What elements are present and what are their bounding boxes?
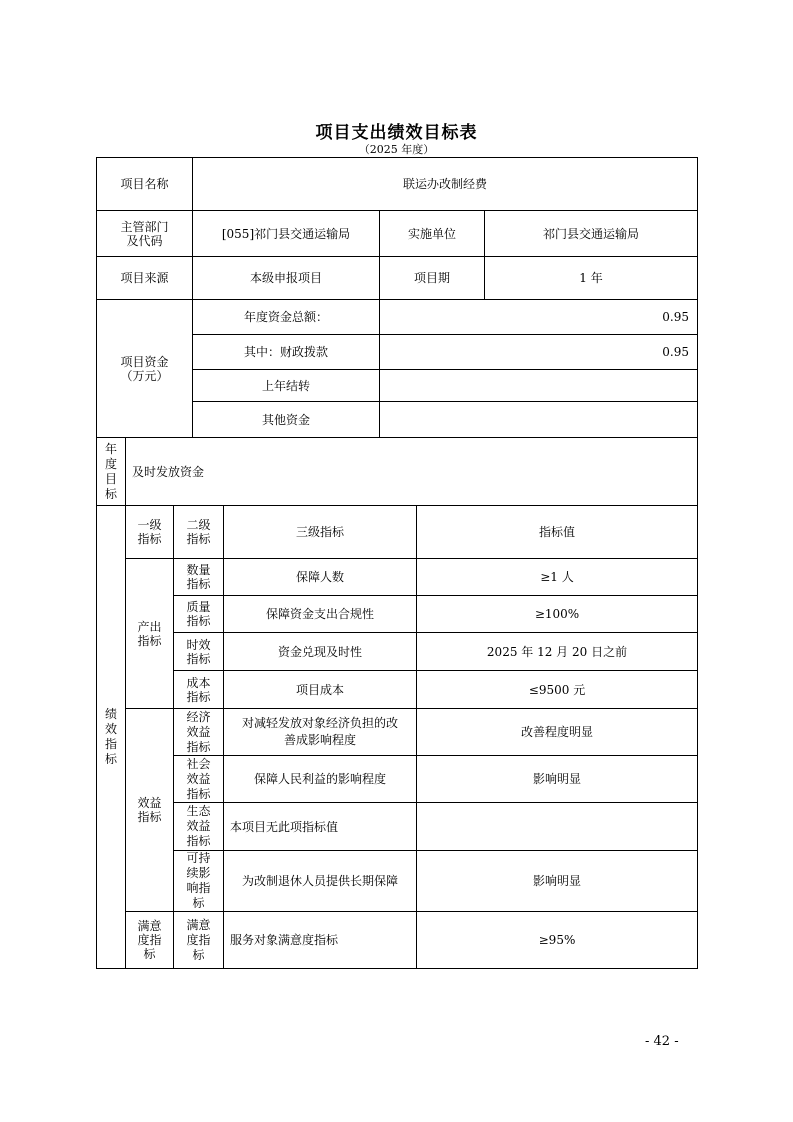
year-subtitle: （2025 年度） bbox=[358, 143, 435, 156]
col-level1-header: 一级 指标 bbox=[125, 505, 174, 559]
page-number: - 42 - bbox=[645, 1034, 679, 1049]
performance-indicators-label: 绩 效 指 标 bbox=[96, 505, 126, 969]
funds-other-value bbox=[379, 401, 698, 438]
indicator-value: ≥1 人 bbox=[416, 558, 698, 596]
indicator-value: ≥100% bbox=[416, 595, 698, 633]
funds-label: 项目资金 （万元） bbox=[96, 299, 193, 438]
indicator-level2: 满意 度指 标 bbox=[173, 911, 224, 969]
indicator-level3: 保障人民利益的影响程度 bbox=[223, 755, 417, 803]
indicator-level2: 时效 指标 bbox=[173, 632, 224, 671]
output-indicators-label: 产出 指标 bbox=[125, 558, 174, 709]
indicator-level2: 生态 效益 指标 bbox=[173, 802, 224, 851]
funds-carryover-value bbox=[379, 369, 698, 402]
funds-total-value: 0.95 bbox=[379, 299, 698, 335]
indicator-value bbox=[416, 802, 698, 851]
indicator-level3: 本项目无此项指标值 bbox=[223, 802, 417, 851]
source-label: 项目来源 bbox=[96, 256, 193, 300]
indicator-level2: 数量 指标 bbox=[173, 558, 224, 596]
indicator-value: 改善程度明显 bbox=[416, 708, 698, 756]
indicator-level2: 经济 效益 指标 bbox=[173, 708, 224, 756]
indicator-level2: 质量 指标 bbox=[173, 595, 224, 633]
impl-unit-label: 实施单位 bbox=[379, 210, 485, 257]
page-title: 项目支出绩效目标表 bbox=[315, 123, 478, 143]
indicator-level2: 成本 指标 bbox=[173, 670, 224, 709]
indicator-level3: 保障人数 bbox=[223, 558, 417, 596]
indicator-value: ≥95% bbox=[416, 911, 698, 969]
source-value: 本级申报项目 bbox=[192, 256, 380, 300]
indicator-level3: 服务对象满意度指标 bbox=[223, 911, 417, 969]
funds-total-label: 年度资金总额： bbox=[192, 299, 380, 335]
col-value-header: 指标值 bbox=[416, 505, 698, 559]
annual-goal-value: 及时发放资金 bbox=[125, 437, 698, 506]
dept-label: 主管部门 及代码 bbox=[96, 210, 193, 257]
funds-carryover-label: 上年结转 bbox=[192, 369, 380, 402]
benefit-indicators-label: 效益 指标 bbox=[125, 708, 174, 912]
indicator-level2: 可持 续影 响指 标 bbox=[173, 850, 224, 912]
indicator-level3: 保障资金支出合规性 bbox=[223, 595, 417, 633]
period-label: 项目期 bbox=[379, 256, 485, 300]
funds-fiscal-label: 其中：财政拨款 bbox=[192, 334, 380, 370]
indicator-level3: 为改制退休人员提供长期保障 bbox=[223, 850, 417, 912]
impl-unit-value: 祁门县交通运输局 bbox=[484, 210, 698, 257]
indicator-level3: 项目成本 bbox=[223, 670, 417, 709]
indicator-value: ≤9500 元 bbox=[416, 670, 698, 709]
indicator-value: 影响明显 bbox=[416, 755, 698, 803]
satisfaction-indicators-label: 满意 度指 标 bbox=[125, 911, 174, 969]
funds-other-label: 其他资金 bbox=[192, 401, 380, 438]
funds-fiscal-value: 0.95 bbox=[379, 334, 698, 370]
col-level2-header: 二级 指标 bbox=[173, 505, 224, 559]
indicator-value: 2025 年 12 月 20 日之前 bbox=[416, 632, 698, 671]
indicator-level2: 社会 效益 指标 bbox=[173, 755, 224, 803]
col-level3-header: 三级指标 bbox=[223, 505, 417, 559]
project-name-label: 项目名称 bbox=[96, 157, 193, 211]
project-name-value: 联运办改制经费 bbox=[192, 157, 698, 211]
annual-goal-label: 年 度 目 标 bbox=[96, 437, 126, 506]
indicator-level3: 资金兑现及时性 bbox=[223, 632, 417, 671]
indicator-level3: 对减轻发放对象经济负担的改 善成影响程度 bbox=[223, 708, 417, 756]
dept-value: [055]祁门县交通运输局 bbox=[192, 210, 380, 257]
period-value: 1 年 bbox=[484, 256, 698, 300]
indicator-value: 影响明显 bbox=[416, 850, 698, 912]
